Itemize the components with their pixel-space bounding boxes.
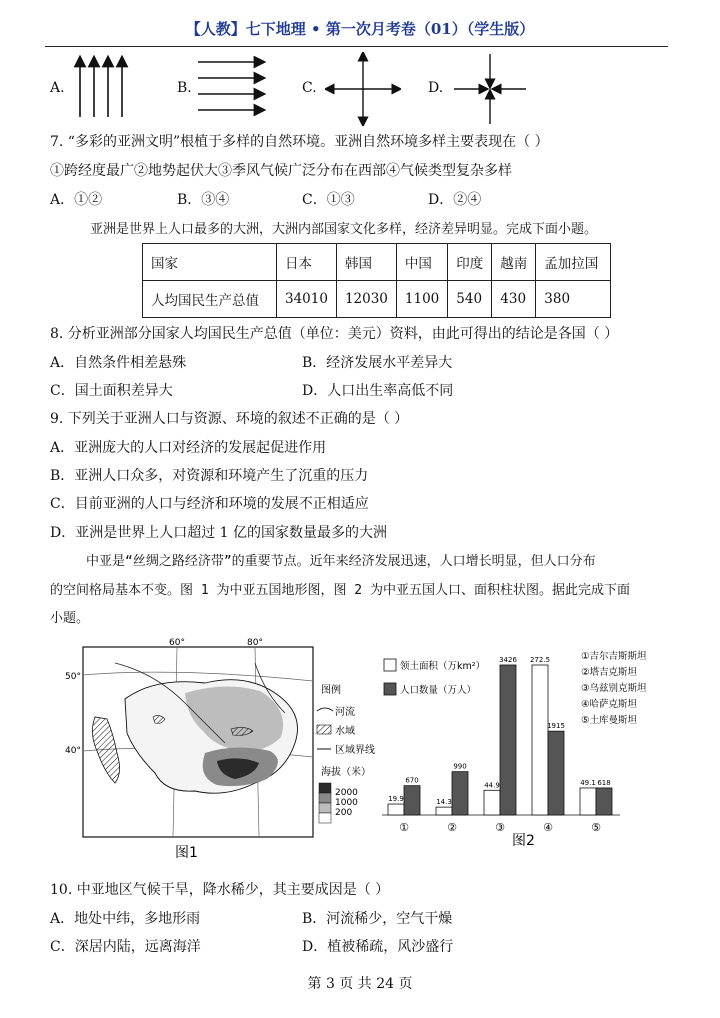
q7-option-a[interactable]: A．①② [50,192,103,208]
q8-option-c[interactable]: C．国土面积差异大 [50,383,173,399]
country-legend-5: ⑤土库曼斯坦 [581,715,638,726]
bar-value-label: 618 [597,778,611,787]
bar-area-2 [436,807,452,815]
q9-option-b[interactable]: B．亚洲人口众多，对资源和环境产生了沉重的压力 [50,468,369,484]
q6-option-a-arrows-icon [72,55,132,121]
bar-value-label: 14.3 [436,798,452,807]
q10-option-c[interactable]: C．深居内陆，远离海洋 [50,939,201,955]
intro-paragraph-1: 亚洲是世界上人口最多的大洲，大洲内部国家文化多样，经济差异明显。完成下面小题。 [90,222,598,237]
q9-stem: 9. 下列关于亚洲人口与资源、环境的叙述不正确的是（ ） [50,411,409,427]
q7-option-b[interactable]: B．③④ [177,192,230,208]
q8-option-d[interactable]: D．人口出生率高低不同 [302,383,454,399]
bar-value-label: 49.1 [580,778,596,787]
elev-200: 200 [335,808,353,818]
table-cell: 430 [492,281,536,318]
table-cell: 人均国民生产总值 [143,281,277,318]
figure-1-terrain-map [55,633,375,863]
q8-option-b[interactable]: B．经济发展水平差异大 [302,355,453,371]
bar-value-label: 3426 [499,656,517,664]
q7-stem: 7. “多彩的亚洲文明”根植于多样的自然环境。亚洲自然环境多样主要表现在（ ） [50,134,549,150]
page-header: 【人教】七下地理 • 第一次月考卷（01）（学生版） [185,20,535,38]
table-cell: 韩国 [336,244,396,281]
q8-option-a[interactable]: A．自然条件相差悬殊 [50,355,187,371]
bar-value-label: 19.9 [388,795,404,804]
q6-option-b-label: B. [177,80,192,96]
legend-pop-swatch [384,683,396,695]
q10-option-d[interactable]: D．植被稀疏，风沙盛行 [302,939,454,955]
table-cell: 国家 [143,244,277,281]
intro-paragraph-2-line-3: 小题。 [50,611,90,626]
table-row [143,281,611,318]
q8-stem: 8. 分析亚洲部分国家人均国民生产总值（单位：美元）资料，由此可得出的结论是各国（ ） [50,326,619,342]
q6-option-c-label: C. [302,80,317,96]
bar-area-5 [580,788,596,815]
x-tick-label: ④ [543,821,553,834]
country-legend-4: ④哈萨克斯坦 [581,699,638,710]
x-tick-label: ① [399,821,409,834]
elev-swatch [319,793,331,803]
q10-stem: 10. 中亚地区气候干旱，降水稀少，其主要成因是（ ） [50,882,390,898]
q6-option-c-diverging-icon [325,52,401,126]
elev-swatch [319,783,331,793]
legend-boundary: 区域界线 [335,745,375,756]
legend-pop-label: 人口数量（万人） [400,685,477,696]
bar-value-label: 670 [405,776,419,785]
country-legend-1: ①吉尔吉斯斯坦 [581,651,647,662]
table-cell: 孟加拉国 [536,244,611,281]
bar-population-2 [452,772,468,815]
header-divider [45,46,668,47]
lon-label-80: 80° [247,638,263,648]
bar-area-3 [484,790,500,815]
country-legend-3: ③乌兹别克斯坦 [581,683,647,694]
bar-population-4 [548,731,564,815]
q7-option-c[interactable]: C．①③ [302,192,355,208]
q10-option-a[interactable]: A．地处中纬，多地形雨 [50,911,201,927]
legend-water: 水域 [335,726,355,737]
figure-2-bar-chart [378,645,668,855]
table-cell: 380 [536,281,611,318]
table-cell: 540 [448,281,492,318]
table-cell: 日本 [277,244,337,281]
table-cell: 印度 [448,244,492,281]
bar-value-label: 990 [453,762,467,771]
x-tick-label: ② [447,821,457,834]
legend-area-label: 领土面积（万km²） [400,661,486,672]
q6-option-d-label: D. [428,80,444,96]
elev-swatch [319,813,331,823]
bar-population-3 [500,665,516,815]
q7-items: ①跨经度最广②地势起伏大③季风气候广泛分布在西部④气候类型复杂多样 [50,163,512,179]
intro-paragraph-2-line-1: 中亚是“丝绸之路经济带”的重要节点。近年来经济发展迅速，人口增长明显，但人口分布 [86,554,596,569]
gnp-table [142,243,611,318]
bar-value-label: 272.5 [529,656,551,664]
x-tick-label: ⑤ [591,821,601,834]
bar-population-1 [404,786,420,815]
bar-population-5 [596,788,612,815]
q9-option-d[interactable]: D．亚洲是世界上人口超过 1 亿的国家数量最多的大洲 [50,525,388,541]
elevation-title: 海拔（米） [321,767,371,778]
q7-option-d[interactable]: D．②④ [428,192,482,208]
table-cell: 12030 [336,281,396,318]
q9-option-a[interactable]: A．亚洲庞大的人口对经济的发展起促进作用 [50,440,327,456]
q10-option-b[interactable]: B．河流稀少，空气干燥 [302,911,453,927]
lat-label-40: 40° [65,746,81,756]
x-tick-label: ③ [495,821,505,834]
bar-area-1 [388,804,404,815]
elev-2000: 2000 [335,788,358,798]
lon-label-60: 60° [169,638,185,648]
country-legend-2: ②塔吉克斯坦 [581,667,638,678]
figure-2-caption: 图2 [512,833,535,849]
lat-label-50: 50° [65,672,81,682]
elev-swatch [319,803,331,813]
bar-value-label: 1915 [547,722,565,731]
table-cell: 1100 [396,281,447,318]
q9-option-c[interactable]: C．目前亚洲的人口与经济和环境的发展不正相适应 [50,496,369,512]
elev-1000: 1000 [335,798,358,808]
intro-paragraph-2-line-2: 的空间格局基本不变。图 1 为中亚五国地形图，图 2 为中亚五国人口、面积柱状图。据此完成下面 [50,583,630,598]
q6-option-b-arrows-icon [196,56,268,120]
legend-river: 河流 [335,707,355,718]
bar-value-label: 44.9 [484,781,500,790]
water-legend-icon [317,725,331,734]
table-cell: 中国 [396,244,447,281]
table-cell: 越南 [492,244,536,281]
bar-area-4 [532,665,548,815]
q6-option-a-label: A. [50,80,65,96]
q6-option-d-converging-icon [452,52,528,126]
table-cell: 34010 [277,281,337,318]
legend-area-swatch [384,659,396,671]
legend-title: 图例 [321,685,341,696]
page-footer: 第 3 页 共 24 页 [307,976,413,992]
table-row [143,244,611,281]
figure-1-caption: 图1 [175,845,198,861]
